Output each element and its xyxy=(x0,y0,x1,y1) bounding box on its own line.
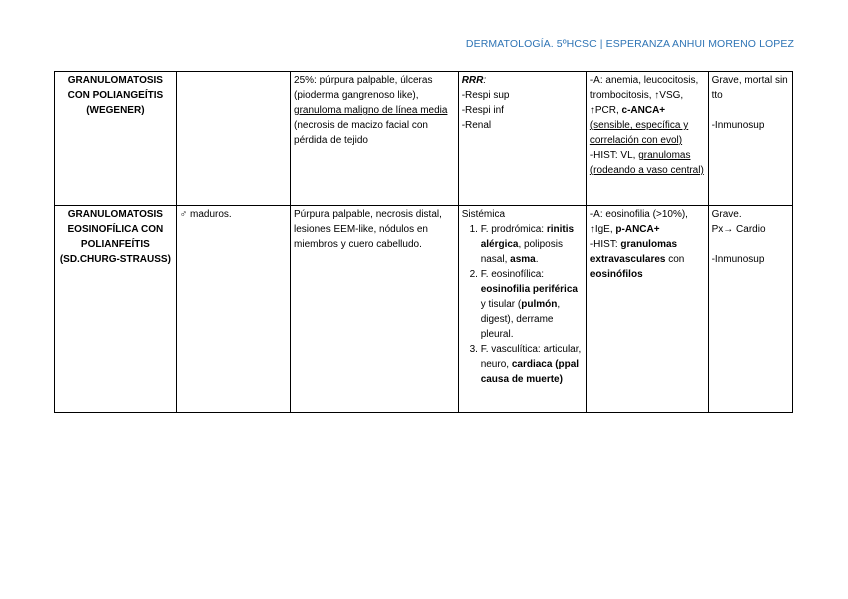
prognosis-text: Grave. xyxy=(711,209,742,220)
diagnosis-text-bold: c-ANCA+ xyxy=(621,105,666,116)
systemic-item: -Respi sup xyxy=(461,90,510,101)
systemic-cell xyxy=(458,206,586,413)
prognosis-text: -Inmunosup xyxy=(711,120,765,131)
diagnosis-text-bold: p-ANCA+ xyxy=(615,224,660,235)
prognosis-text: -Inmunosup xyxy=(711,254,765,265)
systemic-title: Sistémica xyxy=(461,209,506,220)
systemic-cell xyxy=(458,72,586,206)
disease-name-line: GRANULOMATOSIS xyxy=(67,209,163,220)
prognosis-text: Grave, mortal sin tto xyxy=(711,75,788,101)
epidemiology-cell xyxy=(176,206,290,413)
disease-name-line: POLIANFEÍTIS xyxy=(80,239,150,250)
list-item: 1. F. prodrómica: rinitis alérgica, poliposis nasal, asma. xyxy=(481,222,583,267)
systemic-item: -Renal xyxy=(461,120,492,131)
clinic-cell xyxy=(291,206,459,413)
disease-name-line: CON POLIANGEÍTIS xyxy=(67,90,164,101)
diagnosis-cell xyxy=(586,72,708,206)
disease-name-line: EOSINOFÍLICA CON xyxy=(67,224,164,235)
vasculitis-table xyxy=(54,71,793,413)
disease-name-cell xyxy=(55,206,177,413)
diagnosis-text: con xyxy=(665,254,685,265)
epidemiology-text: ♂ maduros. xyxy=(179,209,232,220)
diagnosis-text: -HIST: VL, xyxy=(589,150,639,161)
prognosis-cell xyxy=(708,206,792,413)
prognosis-cell xyxy=(708,72,792,206)
systemic-item: -Respi inf xyxy=(461,105,504,116)
disease-name-line: (WEGENER) xyxy=(86,105,145,116)
disease-name-line: (SD.CHURG-STRAUSS) xyxy=(59,254,171,265)
epidemiology-cell xyxy=(176,72,290,206)
clinic-text-underlined: granuloma maligno de línea media xyxy=(294,105,448,116)
page-header: DERMATOLOGÍA. 5ºHCSC | ESPERANZA ANHUI MORENO LOPEZ xyxy=(465,38,794,50)
systemic-title: RRR xyxy=(461,75,484,86)
clinic-text: Púrpura palpable, necrosis distal, lesiones EEM-like, nódulos en miembros y cuero cabelludo. xyxy=(294,209,442,250)
systemic-title-suffix: : xyxy=(483,75,487,86)
diagnosis-text: -A: anemia, leucocitosis, trombocitosis, ↑VSG, ↑PCR, xyxy=(589,75,699,116)
diagnosis-text-bold: eosinófilos xyxy=(589,269,643,280)
diagnosis-text: -HIST: xyxy=(589,239,621,250)
clinic-cell xyxy=(291,72,459,206)
disease-name-line: GRANULOMATOSIS xyxy=(67,75,163,86)
disease-name-cell xyxy=(55,72,177,206)
phases-list xyxy=(462,222,583,387)
table-row xyxy=(55,206,793,413)
prognosis-text: Px→ Cardio xyxy=(711,224,766,235)
diagnosis-text-bold: granulomas extravasculares xyxy=(589,239,678,265)
clinic-text: 25%: púrpura palpable, úlceras (pioderma gangrenoso like), xyxy=(294,75,433,101)
diagnosis-text-underlined: granulomas (rodeando a vaso central) xyxy=(589,150,704,176)
diagnosis-cell xyxy=(586,206,708,413)
list-item: 2. F. eosinofílica: eosinofilia periférica y tisular (pulmón, digest), derrame pleural. xyxy=(481,267,583,342)
diagnosis-text-underlined: (sensible, específica y correlación con evol) xyxy=(589,120,689,146)
clinic-text: (necrosis de macizo facial con pérdida de tejido xyxy=(294,120,428,146)
diagnosis-text: -A: eosinofilia (>10%), ↑IgE, xyxy=(589,209,688,235)
list-item: 3. F. vasculítica: articular, neuro, cardiaca (ppal causa de muerte) xyxy=(481,342,583,387)
table-row xyxy=(55,72,793,206)
